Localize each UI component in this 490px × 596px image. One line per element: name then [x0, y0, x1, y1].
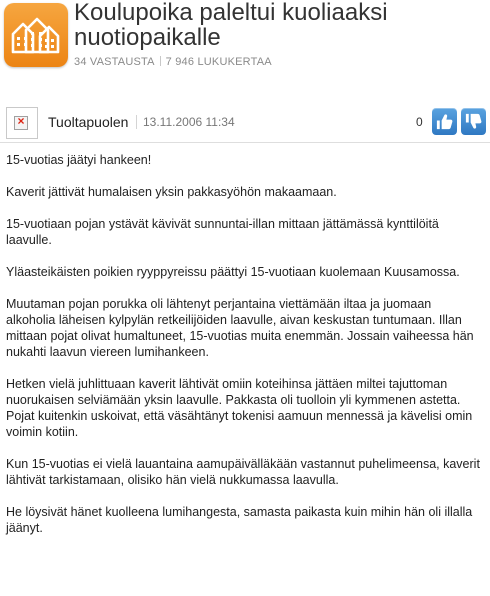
- post-paragraph: 15-vuotiaan pojan ystävät kävivät sunnuntai-illan mittaan jättämässä kynttilöitä laavulle.: [6, 217, 439, 247]
- thread-header: [0, 0, 490, 100]
- post-paragraph: 15-vuotias jäätyi hankeen!: [6, 153, 152, 167]
- post-date: 13.11.2006 11:34: [136, 115, 235, 129]
- post-paragraph: Hetken vielä juhlittuaan kaverit lähtivät omiin koteihinsa jättäen miltei tajuttoman nuorukaisen selviämään yksin laavulle. Pakkasta oli tuolloin yli kymmenen astetta. Pojat kuitenkin uskoivat, että väsähtänyt tokenisi aamuun mennessä ja kävelisi omin voimin kotiin.: [6, 377, 473, 439]
- post-paragraph: Yläasteikäisten poikien ryyppyreissu päättyi 15-vuotiaan kuolemaan Kuusamossa.: [6, 265, 460, 279]
- post-paragraph: Kaverit jättivät humalaisen yksin pakkasyöhön makaamaan.: [6, 185, 337, 199]
- post-divider: [0, 142, 490, 143]
- post-paragraph: Muutaman pojan porukka oli lähtenyt perjantaina viettämään iltaa ja juomaan alkoholia läheisen kylpylän retkeilijöiden laavulle, aivan keskustan tuntumaan. Illan mittaan pojat olivat humaltuneet, 15-vuotias muita enemmän. Jossain vaiheessa hän nukahti laavun viereen lumihankeen.: [6, 297, 474, 359]
- thumbs-down-button[interactable]: [461, 108, 486, 135]
- broken-image-icon: ×: [14, 116, 28, 130]
- thread-title: Koulupoika paleltui kuoliaaksi nuotiopaikalle: [74, 0, 388, 51]
- thumbs-up-icon: [435, 112, 454, 131]
- buildings-icon: [4, 3, 68, 67]
- post-paragraph: He löysivät hänet kuolleena lumihangesta, samasta paikasta kuin mihin hän oli illalla jäänyt.: [6, 505, 473, 535]
- post-paragraph: Kun 15-vuotias ei vielä lauantaina aamupäivälläkään vastannut puhelimeensa, kaverit lähtivät tarkistamaan, olisiko hän vielä nukkumassa laavulla.: [6, 457, 480, 487]
- avatar[interactable]: [6, 107, 38, 139]
- post-body: [6, 152, 484, 552]
- thumbs-up-button[interactable]: [432, 108, 457, 135]
- stats-divider: [160, 56, 161, 66]
- vote-count: 0: [416, 115, 423, 129]
- view-count: 7 946 LUKUKERTAA: [165, 56, 272, 68]
- thumbs-down-icon: [464, 112, 483, 131]
- thread-stats: [74, 56, 272, 68]
- buildings-icon-graphic: [4, 3, 68, 67]
- post-author[interactable]: Tuoltapuolen: [48, 114, 129, 130]
- reply-count: 34 VASTAUSTA: [74, 56, 155, 68]
